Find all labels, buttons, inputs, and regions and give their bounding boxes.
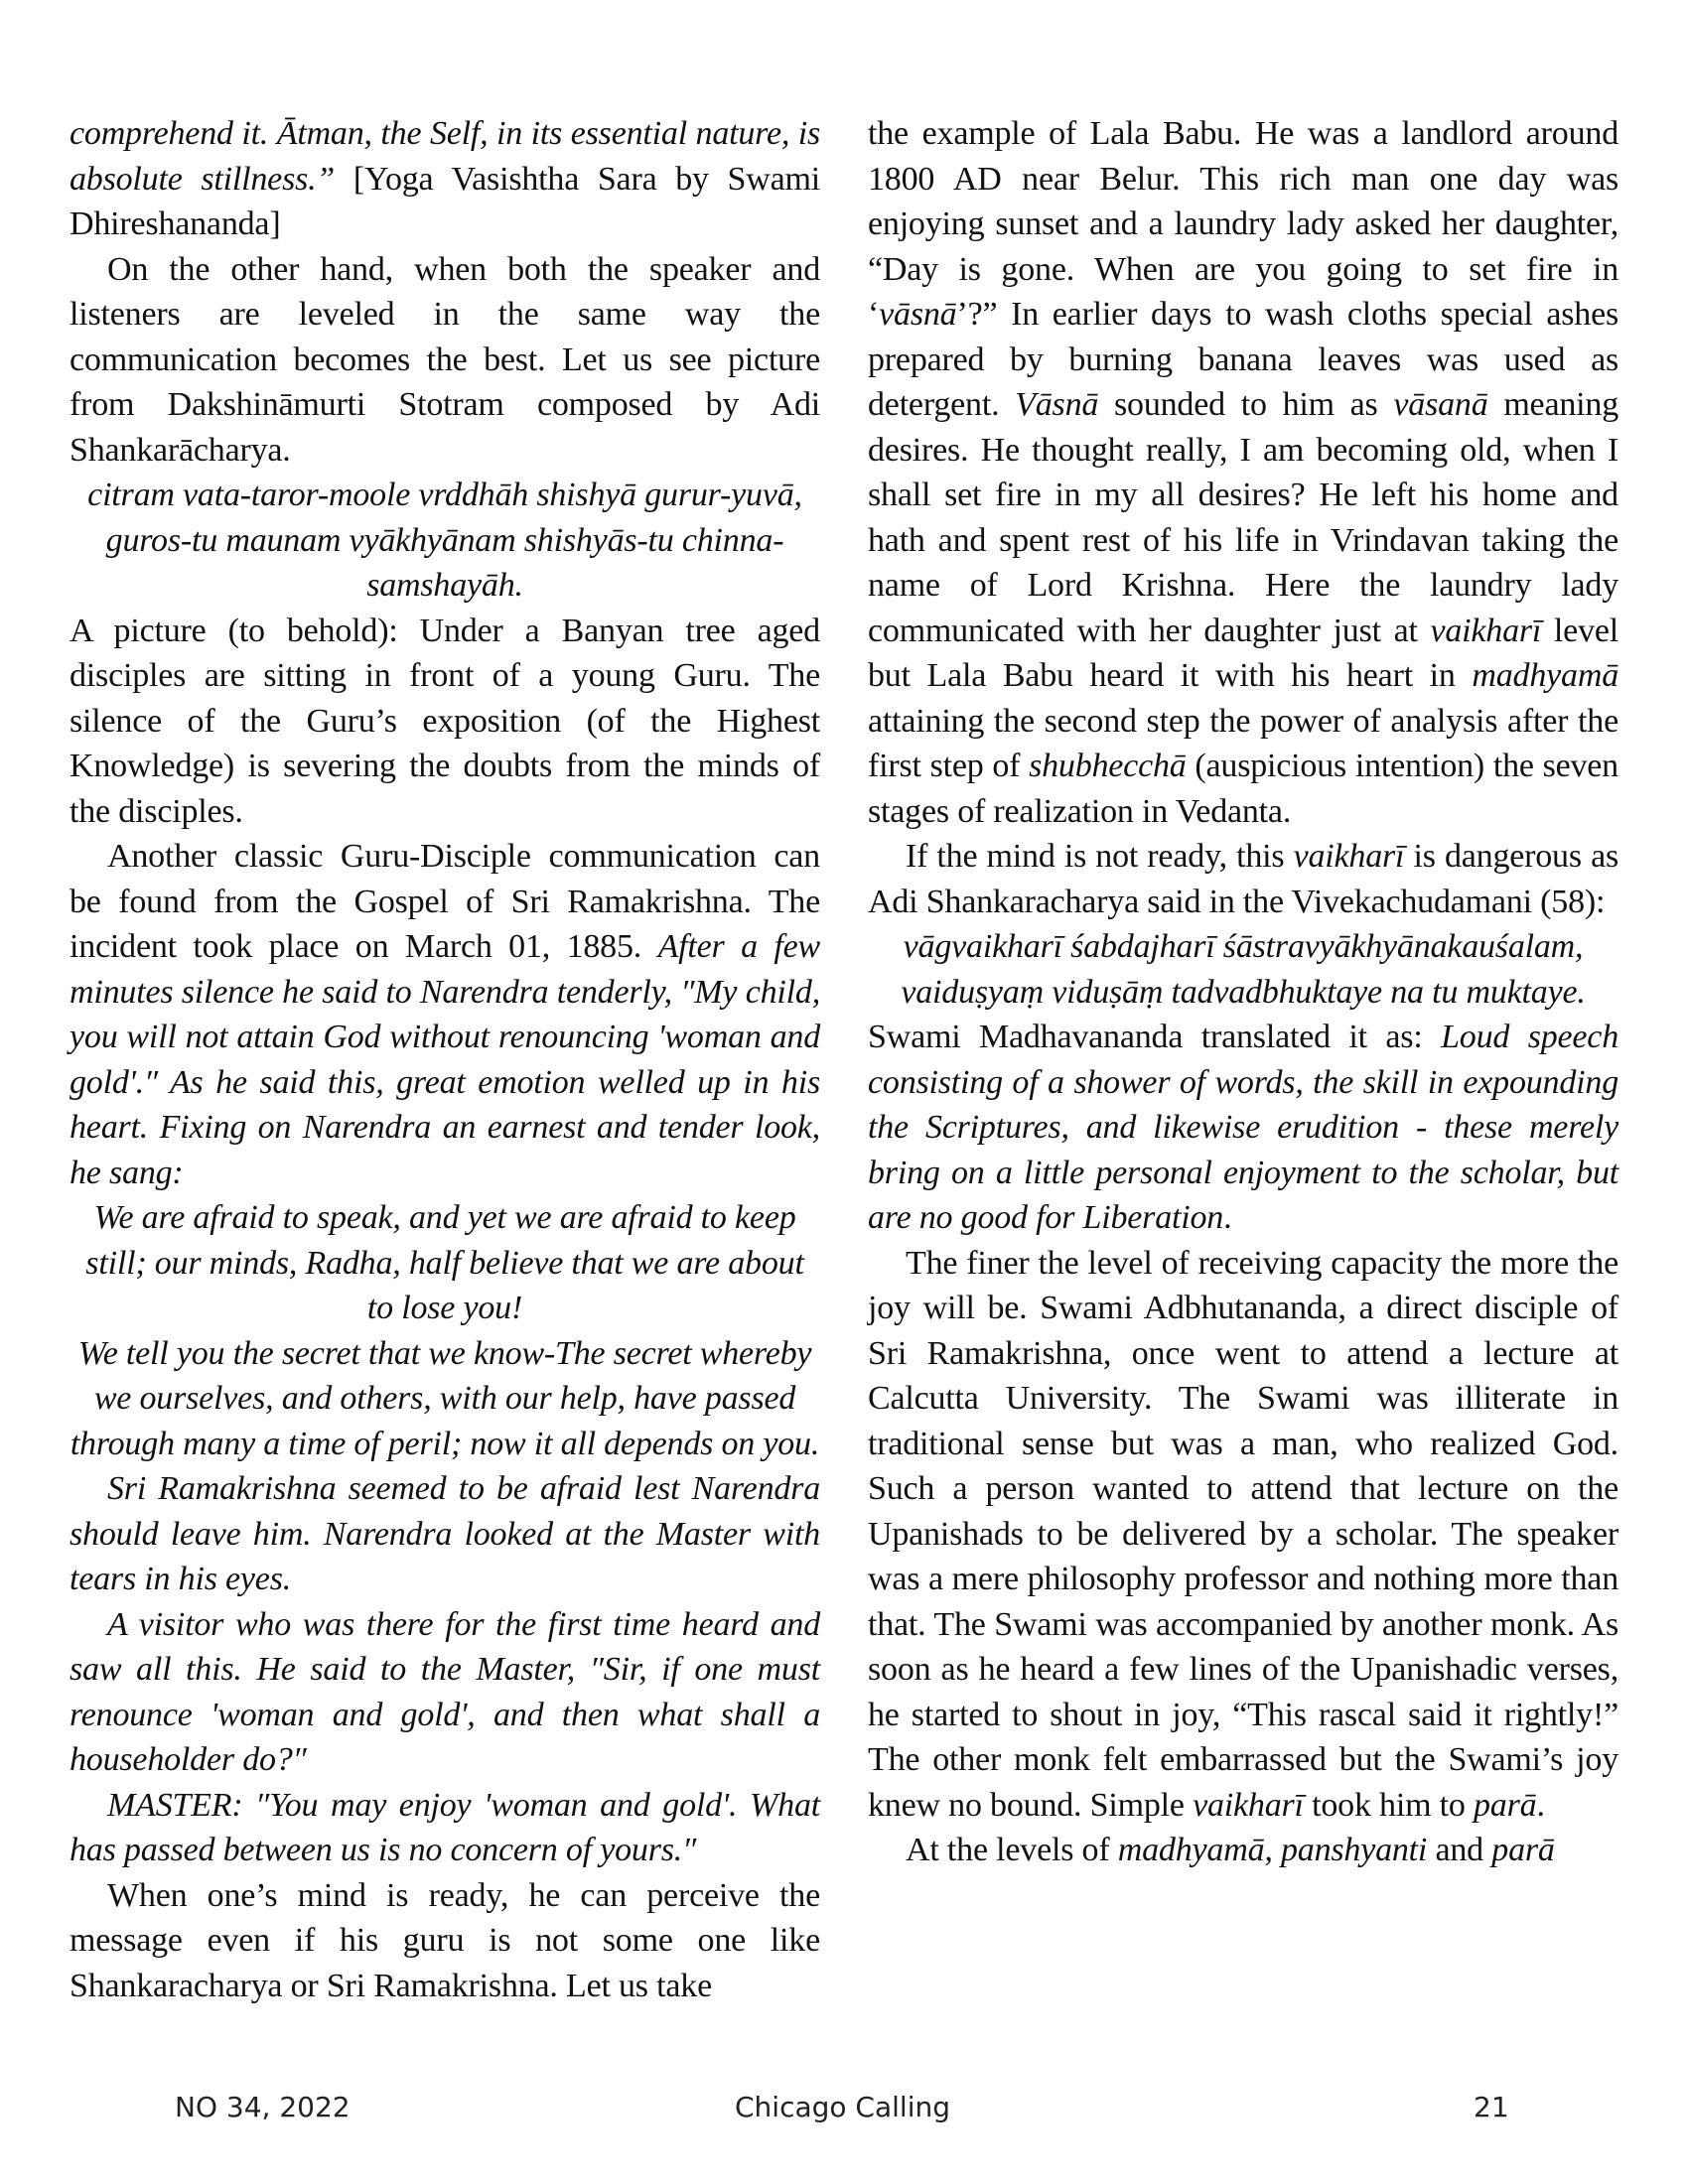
paragraph (70, 609, 820, 835)
text-run: When one’s mind is ready, he can perceive the message even if his guru is not some one like Shankaracharya or Sri Ramakrishna. Let us take (70, 1876, 820, 2004)
text-run: the example of Lala Babu. He was a landlord around 1800 AD near Belur. This rich man one day was enjoying sunset and a laundry lady asked her daughter, “Day is gone. When are you going to set fire in ‘ (868, 115, 1618, 333)
paragraph (868, 1241, 1618, 1829)
italic-text: shubhecchā (1029, 748, 1187, 784)
italic-text: madhyamā (1472, 657, 1618, 694)
footer-page-number: 21 (1474, 2091, 1509, 2123)
italic-text: vaikharī (1430, 612, 1542, 649)
text-run: On the other hand, when both the speaker and listeners are leveled in the same way the communication becomes the best. Let us see picture from Dakshināmurti Stotram composed by Adi Shankarācharya. (70, 250, 820, 469)
paragraph (868, 1828, 1618, 1873)
italic-text: We tell you the secret that we know-The secret whereby we ourselves, and others, with our help, have passed through many a time of peril; now it all depends on you. (70, 1334, 820, 1462)
italic-text: vaikharī (1193, 1786, 1304, 1824)
italic-text: After a few minutes silence he said to Narendra tenderly, ″My child, you will not attain God without renouncing 'woman and gold'.″ As he said this, great emotion welled up in his heart. Fixing on Narendra an earnest and tender look, he sang: (70, 928, 821, 1191)
paragraph (868, 111, 1618, 834)
text-run: A picture (to behold): Under a Banyan tree aged disciples are sitting in front of a young Guru. The silence of the Guru’s exposition (of the Highest Knowledge) is severing the doubts from the minds of the disciples. (70, 612, 820, 830)
italic-text: madhyamā, panshyanti (1117, 1832, 1428, 1868)
footer-issue: NO 34, 2022 (175, 2091, 351, 2123)
verse-block (70, 1331, 820, 1467)
verse-block (868, 924, 1618, 1015)
italic-text: MASTER: ″You may enjoy 'woman and gold'. What has passed between us is no concern of yours.″ (70, 1786, 820, 1868)
text-run: level but Lala Babu heard it with his heart in (868, 612, 1619, 694)
paragraph (70, 1602, 820, 1783)
right-column (868, 111, 1618, 1873)
italic-text: vāsnā (879, 296, 957, 333)
paragraph (70, 247, 820, 474)
italic-text: vāsanā (1393, 386, 1488, 423)
text-run: is dangerous as Adi Shankaracharya said in the Vivekachudamani (58): (868, 838, 1618, 920)
verse-block (70, 473, 820, 609)
italic-text: citram vata-taror-moole vrddhāh shishyā gurur-yuvā, guros-tu maunam vyākhyānam shishyās-tu chinna-samshayāh. (87, 477, 802, 604)
text-run: (auspicious intention) the seven stages of realization in Vedanta. (868, 748, 1618, 830)
text-run: . (1223, 1199, 1232, 1236)
italic-text: parā (1491, 1832, 1555, 1868)
text-run: ’?” In earlier days to wash cloths special ashes prepared by burning banana leaves was used as detergent. (868, 296, 1618, 423)
text-run: sounded to him as (1098, 386, 1394, 423)
italic-text: A visitor who was there for the first time heard and saw all this. He said to the Master, ″Sir, if one must renounce 'woman and gold', and then what shall a householder do?″ (70, 1605, 820, 1778)
italic-text: vāgvaikharī śabdajharī śāstravyākhyānakauśalam, vaiduṣyaṃ viduṣāṃ tadvadbhuktaye na tu muktaye. (901, 928, 1586, 1011)
text-run: meaning desires. He thought really, I am becoming old, when I shall set fire in my all desires? He left his home and hath and spent rest of his life in Vrindavan taking the name of Lord Krishna. Here the laundry lady communicated with her daughter just at (868, 386, 1618, 649)
text-run: Another classic Guru-Disciple communication can be found from the Gospel of Sri Ramakrishna. The incident took place on March 01, 1885. (70, 838, 820, 965)
paragraph (70, 1466, 820, 1602)
page-footer (0, 2091, 1688, 2140)
paragraph (70, 111, 820, 247)
italic-text: parā (1474, 1786, 1537, 1824)
paragraph (70, 1873, 820, 2009)
text-run: and (1427, 1832, 1492, 1868)
paragraph (70, 834, 820, 1195)
italic-text: We are afraid to speak, and yet we are afraid to keep still; our minds, Radha, half believe that we are about to lose you! (85, 1199, 804, 1326)
verse-block (70, 1195, 820, 1331)
footer-title: Chicago Calling (735, 2091, 950, 2123)
italic-text: vaikharī (1293, 838, 1405, 875)
italic-text: comprehend it. Ātman, the Self, in its essential nature, is absolute stillness.” (70, 115, 820, 198)
italic-text: Sri Ramakrishna seemed to be afraid lest Narendra should leave him. Narendra looked at the Master with tears in his eyes. (70, 1470, 820, 1597)
text-run: . (1536, 1786, 1545, 1824)
paragraph (70, 1783, 820, 1873)
text-run: At the levels of (906, 1832, 1118, 1868)
italic-text: Loud speech consisting of a shower of words, the skill in expounding the Scriptures, and likewise erudition - these merely bring on a little personal enjoyment to the scholar, but are no good for Liberation (868, 1019, 1618, 1236)
paragraph (868, 1015, 1618, 1241)
text-run: took him to (1303, 1786, 1474, 1824)
left-column (70, 111, 820, 2008)
text-run: Swami Madhavananda translated it as: (868, 1019, 1442, 1055)
text-run: If the mind is not ready, this (906, 838, 1294, 875)
italic-text: Vāsnā (1015, 386, 1099, 423)
paragraph (868, 834, 1618, 924)
text-run: attaining the second step the power of analysis after the first step of (868, 702, 1618, 784)
text-run: [Yoga Vasishtha Sara by Swami Dhireshananda] (70, 160, 820, 242)
text-run: The finer the level of receiving capacity the more the joy will be. Swami Adbhutananda, a direct disciple of Sri Ramakrishna, once went to attend a lecture at Calcutta University. The Swami was illiterate in traditional sense but was a man, who realized God. Such a person wanted to attend that lecture on the Upanishads to be delivered by a scholar. The speaker was a mere philosophy professor and nothing more than that. The Swami was accompanied by another monk. As soon as he heard a few lines of the Upanishadic verses, he started to shout in joy, “This rascal said it rightly!” The other monk felt embarrassed but the Swami’s joy knew no bound. Simple (868, 1244, 1618, 1824)
